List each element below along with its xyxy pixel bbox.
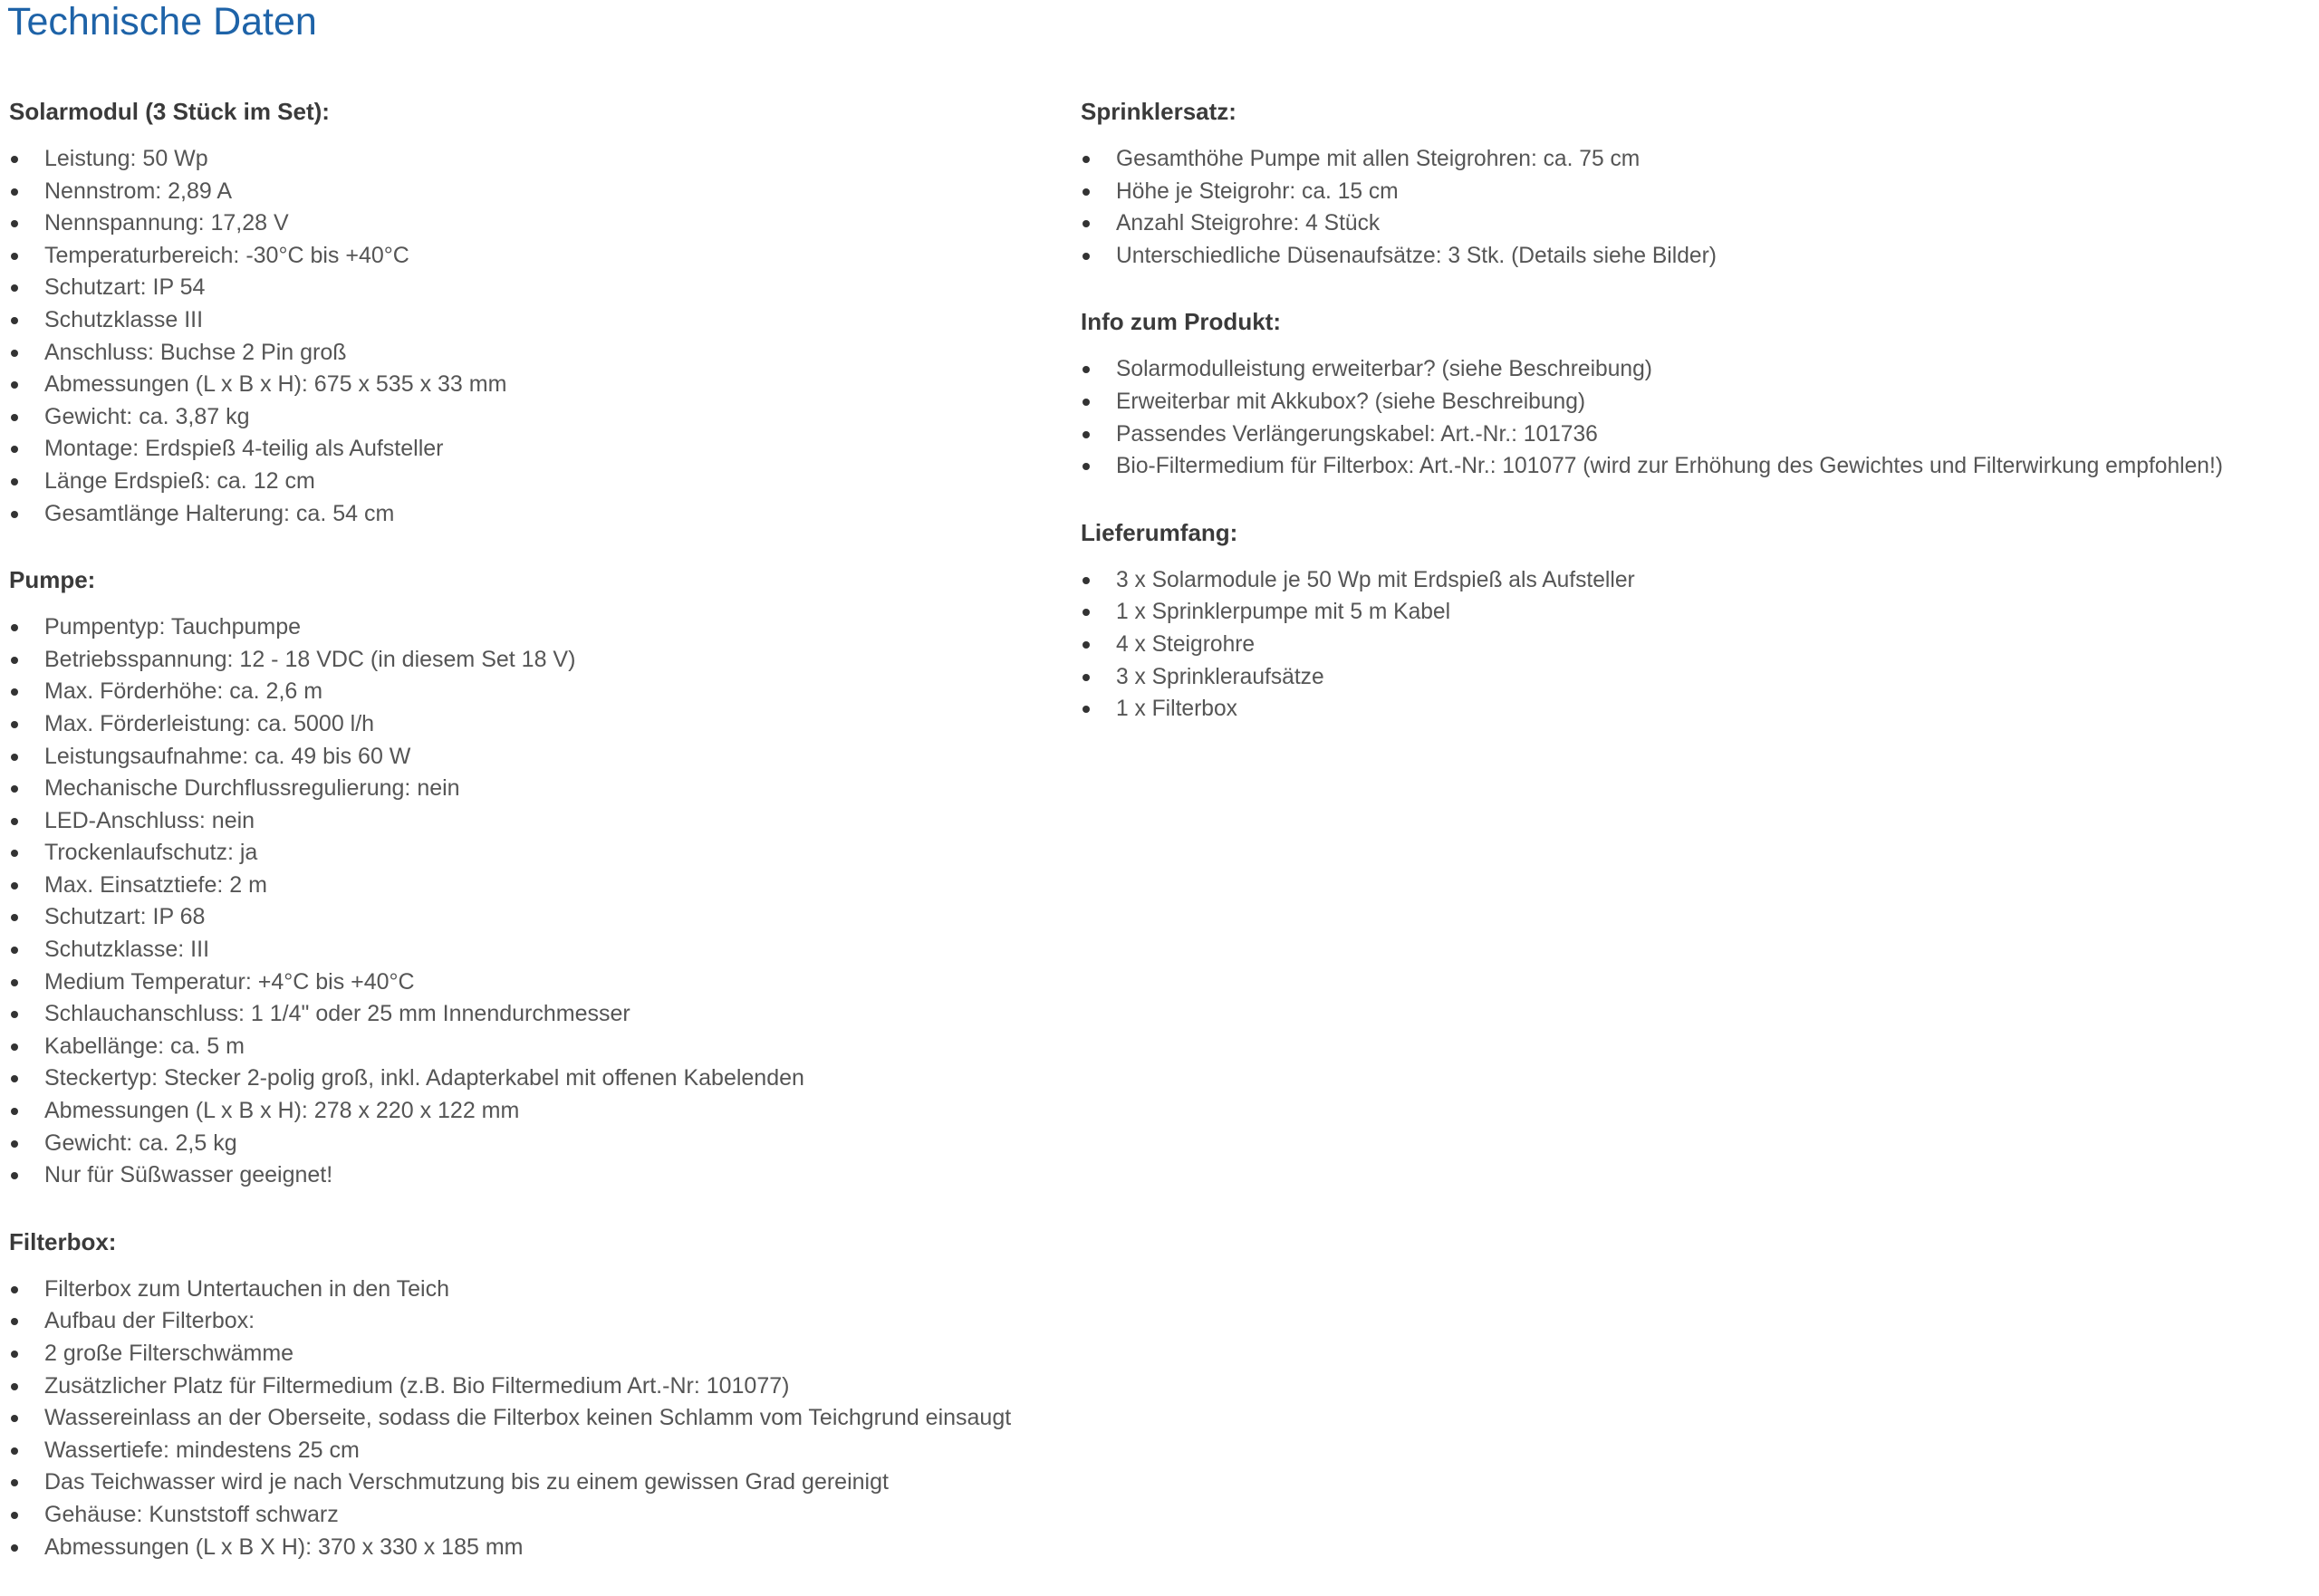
bullet-icon xyxy=(11,688,18,696)
list-item-text: Wassertiefe: mindestens 25 cm xyxy=(44,1437,360,1463)
list-item-text: Nennspannung: 17,28 V xyxy=(44,210,289,236)
spec-list xyxy=(9,611,1060,1192)
bullet-icon xyxy=(11,1318,18,1325)
list-item-text: Abmessungen (L x B X H): 370 x 330 x 185 mm xyxy=(44,1534,524,1560)
list-item xyxy=(9,207,1060,240)
bullet-icon xyxy=(11,818,18,825)
bullet-icon xyxy=(11,350,18,357)
list-item xyxy=(1081,176,2319,208)
list-item xyxy=(9,337,1060,370)
list-item xyxy=(9,304,1060,337)
list-item xyxy=(1081,386,2319,418)
list-item-text: Wassereinlass an der Oberseite, sodass die Filterbox keinen Schlamm vom Teichgrund einsaugt xyxy=(44,1405,1012,1431)
list-item-text: Anzahl Steigrohre: 4 Stück xyxy=(1116,211,1381,236)
list-item-text: 2 große Filterschwämme xyxy=(44,1341,294,1366)
bullet-icon xyxy=(11,1140,18,1148)
list-item xyxy=(1081,564,2319,597)
spec-list xyxy=(1081,353,2319,482)
list-item xyxy=(9,773,1060,805)
list-item-text: Gewicht: ca. 2,5 kg xyxy=(44,1130,237,1156)
list-item-text: Schutzklasse: III xyxy=(44,937,210,963)
list-item xyxy=(9,272,1060,304)
section-lieferumfang xyxy=(1081,515,2319,726)
list-item-text: Bio-Filtermedium für Filterbox: Art.-Nr.: 101077 (wird zur Erhöhung des Gewichtes und Filterwirkung empfohlen!) xyxy=(1116,454,2223,479)
bullet-icon xyxy=(11,1011,18,1018)
list-item-text: Leistung: 50 Wp xyxy=(44,146,208,171)
bullet-icon xyxy=(11,156,18,163)
bullet-icon xyxy=(11,446,18,453)
bullet-icon xyxy=(11,1351,18,1358)
bullet-icon xyxy=(11,624,18,631)
list-item-text: Aufbau der Filterbox: xyxy=(44,1308,255,1334)
bullet-icon xyxy=(1083,253,1090,260)
list-item-text: 1 x Sprinklerpumpe mit 5 m Kabel xyxy=(1116,600,1451,625)
bullet-icon xyxy=(11,947,18,954)
bullet-icon xyxy=(11,914,18,921)
list-item xyxy=(9,1128,1060,1160)
list-item-text: 1 x Filterbox xyxy=(1116,697,1237,722)
list-item-text: 3 x Sprinkleraufsätze xyxy=(1116,664,1324,689)
list-item-text: Das Teichwasser wird je nach Verschmutzung bis zu einem gewissen Grad gereinigt xyxy=(44,1469,889,1495)
bullet-icon xyxy=(11,1172,18,1179)
list-item xyxy=(9,1274,1060,1306)
list-item xyxy=(9,1402,1060,1435)
bullet-icon xyxy=(11,1075,18,1082)
list-item xyxy=(9,1435,1060,1467)
bullet-icon xyxy=(1083,188,1090,196)
list-item-text: Höhe je Steigrohr: ca. 15 cm xyxy=(1116,178,1399,204)
spec-list xyxy=(1081,564,2319,726)
section-info-zum-produkt xyxy=(1081,304,2319,482)
list-item-text: Schlauchanschluss: 1 1/4" oder 25 mm Innendurchmesser xyxy=(44,1001,630,1027)
list-item xyxy=(9,1532,1060,1564)
list-item-text: Max. Förderhöhe: ca. 2,6 m xyxy=(44,678,323,705)
list-item xyxy=(1081,596,2319,629)
list-item xyxy=(1081,661,2319,694)
bullet-icon xyxy=(11,253,18,260)
list-item-text: Anschluss: Buchse 2 Pin groß xyxy=(44,339,347,365)
list-item-text: Temperaturbereich: -30°C bis +40°C xyxy=(44,242,409,268)
list-item-text: Schutzart: IP 68 xyxy=(44,904,206,930)
list-item-text: Medium Temperatur: +4°C bis +40°C xyxy=(44,968,415,995)
section-pumpe xyxy=(9,562,1060,1192)
list-item-text: Erweiterbar mit Akkubox? (siehe Beschreibung) xyxy=(1116,389,1586,414)
bullet-icon xyxy=(11,1286,18,1293)
list-item xyxy=(9,1338,1060,1370)
list-item-text: Steckertyp: Stecker 2-polig groß, inkl. Adapterkabel mit offenen Kabelenden xyxy=(44,1065,804,1091)
bullet-icon xyxy=(1083,220,1090,227)
list-item xyxy=(9,1062,1060,1095)
bullet-icon xyxy=(1083,156,1090,163)
bullet-icon xyxy=(11,721,18,728)
spec-list xyxy=(9,143,1060,530)
list-item xyxy=(1081,450,2319,483)
list-item xyxy=(1081,353,2319,386)
section-title: Filterbox: xyxy=(9,1227,117,1255)
bullet-icon xyxy=(11,1479,18,1486)
list-item xyxy=(9,837,1060,870)
left-column xyxy=(9,94,1060,1596)
bullet-icon xyxy=(11,478,18,486)
list-item xyxy=(9,998,1060,1031)
list-item xyxy=(9,176,1060,208)
bullet-icon xyxy=(1083,463,1090,470)
list-item-text: Länge Erdspieß: ca. 12 cm xyxy=(44,467,315,494)
bullet-icon xyxy=(11,882,18,889)
list-item xyxy=(1081,693,2319,726)
bullet-icon xyxy=(11,1043,18,1051)
bullet-icon xyxy=(11,414,18,421)
list-item-text: Betriebsspannung: 12 - 18 VDC (in diesem Set 18 V) xyxy=(44,646,576,672)
list-item xyxy=(9,1466,1060,1499)
list-item-text: Trockenlaufschutz: ja xyxy=(44,840,258,866)
list-item-text: Max. Förderleistung: ca. 5000 l/h xyxy=(44,710,375,736)
bullet-icon xyxy=(11,1544,18,1552)
right-column xyxy=(1081,94,2319,758)
list-item xyxy=(9,708,1060,741)
bullet-icon xyxy=(11,754,18,761)
section-title: Pumpe: xyxy=(9,566,96,594)
list-item-text: Gesamtlänge Halterung: ca. 54 cm xyxy=(44,500,395,526)
list-item xyxy=(9,498,1060,531)
list-item-text: Schutzart: IP 54 xyxy=(44,274,206,301)
list-item xyxy=(9,1095,1060,1128)
list-item-text: Gesamthöhe Pumpe mit allen Steigrohren: ca. 75 cm xyxy=(1116,147,1641,171)
list-item xyxy=(9,901,1060,934)
bullet-icon xyxy=(1083,641,1090,649)
spec-list xyxy=(9,1274,1060,1563)
list-item-text: Abmessungen (L x B x H): 675 x 535 x 33 mm xyxy=(44,371,507,398)
list-item-text: Zusätzlicher Platz für Filtermedium (z.B. Bio Filtermedium Art.-Nr: 101077) xyxy=(44,1372,790,1399)
section-title: Sprinklersatz: xyxy=(1081,98,1236,125)
list-item xyxy=(1081,207,2319,240)
list-item-text: 4 x Steigrohre xyxy=(1116,631,1256,657)
bullet-icon xyxy=(11,381,18,389)
section-title: Solarmodul (3 Stück im Set): xyxy=(9,98,330,125)
list-item xyxy=(9,240,1060,273)
list-item xyxy=(9,401,1060,434)
list-item xyxy=(9,676,1060,708)
bullet-icon xyxy=(1083,431,1090,438)
list-item-text: Solarmodulleistung erweiterbar? (siehe Beschreibung) xyxy=(1116,357,1652,382)
section-title: Lieferumfang: xyxy=(1081,518,1238,546)
bullet-icon xyxy=(11,1512,18,1519)
bullet-icon xyxy=(11,1447,18,1455)
list-item xyxy=(9,966,1060,999)
list-item-text: LED-Anschluss: nein xyxy=(44,807,255,833)
list-item-text: Schutzklasse III xyxy=(44,306,204,332)
list-item xyxy=(9,805,1060,838)
list-item xyxy=(9,741,1060,774)
bullet-icon xyxy=(11,979,18,986)
list-item xyxy=(9,369,1060,401)
list-item-text: Pumpentyp: Tauchpumpe xyxy=(44,614,302,640)
list-item-text: Filterbox zum Untertauchen in den Teich xyxy=(44,1275,449,1302)
list-item-text: Gehäuse: Kunststoff schwarz xyxy=(44,1501,339,1527)
bullet-icon xyxy=(11,657,18,664)
list-item-text: Passendes Verlängerungskabel: Art.-Nr.: 101736 xyxy=(1116,421,1598,447)
list-item-text: Nennstrom: 2,89 A xyxy=(44,178,233,204)
bullet-icon xyxy=(11,317,18,324)
list-item-text: Gewicht: ca. 3,87 kg xyxy=(44,403,250,429)
section-sprinklersatz xyxy=(1081,94,2319,272)
list-item xyxy=(1081,143,2319,176)
bullet-icon xyxy=(1083,706,1090,713)
list-item xyxy=(1081,629,2319,661)
list-item xyxy=(9,1305,1060,1338)
bullet-icon xyxy=(11,850,18,857)
section-title: Info zum Produkt: xyxy=(1081,308,1281,336)
bullet-icon xyxy=(11,1108,18,1115)
list-item xyxy=(9,934,1060,966)
bullet-icon xyxy=(1083,674,1090,681)
list-item xyxy=(9,870,1060,902)
list-item xyxy=(9,466,1060,498)
bullet-icon xyxy=(11,284,18,292)
bullet-icon xyxy=(11,188,18,196)
list-item-text: Leistungsaufnahme: ca. 49 bis 60 W xyxy=(44,743,411,769)
bullet-icon xyxy=(1083,609,1090,616)
bullet-icon xyxy=(11,785,18,793)
list-item xyxy=(1081,240,2319,273)
list-item-text: Max. Einsatztiefe: 2 m xyxy=(44,871,267,898)
bullet-icon xyxy=(1083,366,1090,373)
list-item-text: Mechanische Durchflussregulierung: nein xyxy=(44,775,460,802)
section-filterbox xyxy=(9,1225,1060,1563)
list-item xyxy=(9,1499,1060,1532)
page-title: Technische Daten xyxy=(7,0,317,43)
bullet-icon xyxy=(11,511,18,518)
list-item xyxy=(9,644,1060,677)
bullet-icon xyxy=(1083,577,1090,584)
bullet-icon xyxy=(11,1415,18,1422)
list-item-text: Abmessungen (L x B x H): 278 x 220 x 122 mm xyxy=(44,1098,520,1124)
list-item-text: Unterschiedliche Düsenaufsätze: 3 Stk. (Details siehe Bilder) xyxy=(1116,243,1717,268)
bullet-icon xyxy=(11,1383,18,1390)
list-item-text: 3 x Solarmodule je 50 Wp mit Erdspieß als Aufsteller xyxy=(1116,567,1635,592)
spec-list xyxy=(1081,143,2319,272)
list-item xyxy=(9,143,1060,176)
list-item xyxy=(9,433,1060,466)
bullet-icon xyxy=(1083,399,1090,406)
list-item-text: Kabellänge: ca. 5 m xyxy=(44,1033,245,1059)
list-item xyxy=(9,1159,1060,1192)
list-item xyxy=(9,611,1060,644)
list-item xyxy=(9,1031,1060,1063)
list-item xyxy=(9,1370,1060,1403)
bullet-icon xyxy=(11,220,18,227)
list-item xyxy=(1081,418,2319,451)
section-solarmodul xyxy=(9,94,1060,530)
list-item-text: Montage: Erdspieß 4-teilig als Aufsteller xyxy=(44,436,444,462)
list-item-text: Nur für Süßwasser geeignet! xyxy=(44,1162,333,1188)
